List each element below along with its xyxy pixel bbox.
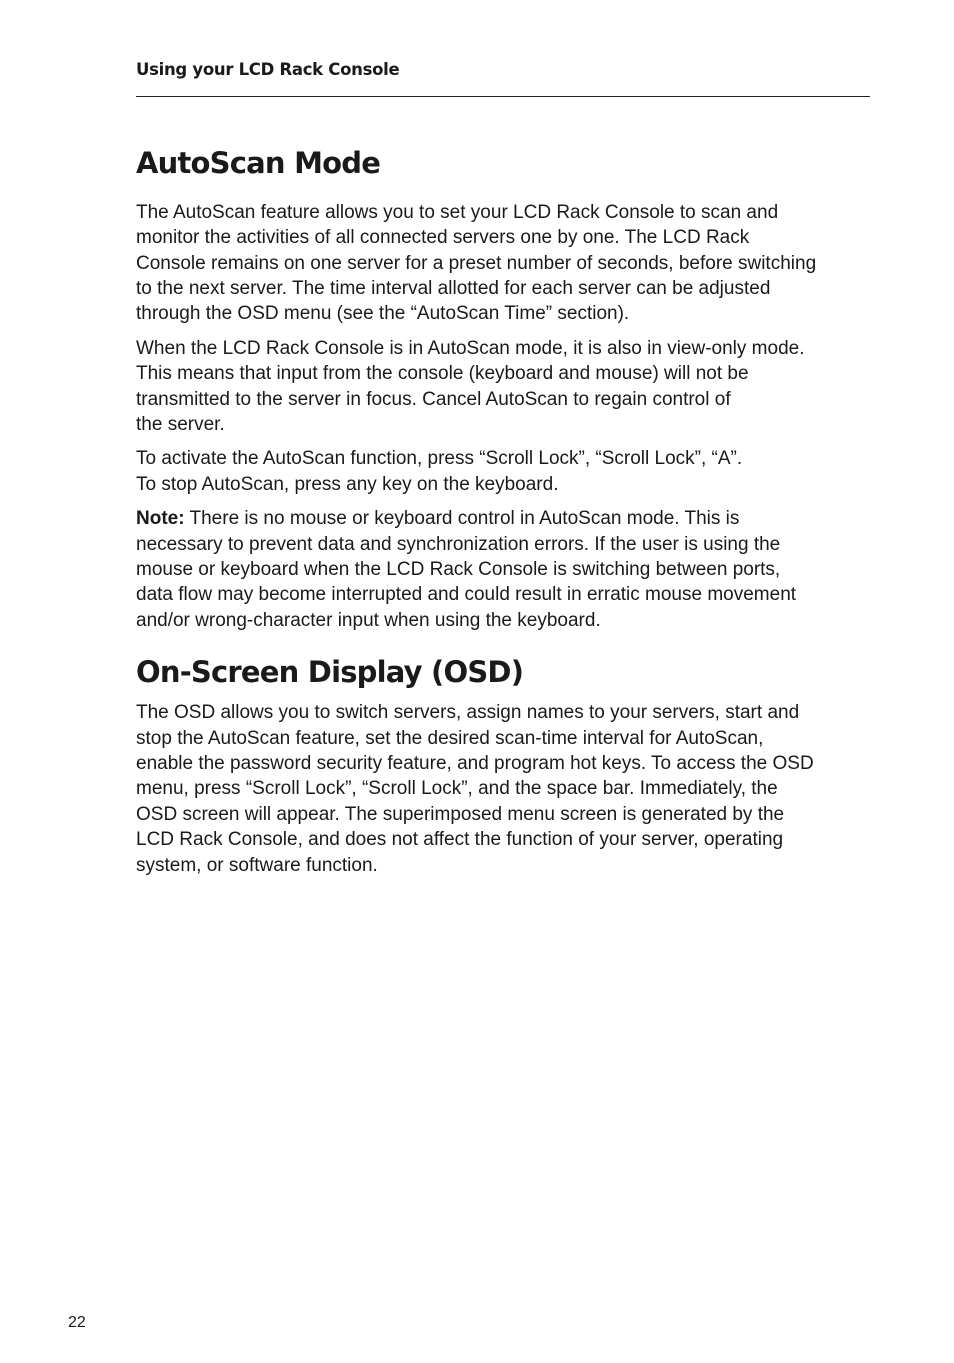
text-line: LCD Rack Console, and does not affect the function of your server, operating [136, 829, 784, 851]
text-line: The AutoScan feature allows you to set your LCD Rack Console to scan and [136, 201, 779, 223]
text-line: and/or wrong-character input when using the keyboard. [136, 609, 601, 631]
autoscan-heading: AutoScan Mode [136, 146, 381, 180]
text-line: When the LCD Rack Console is in AutoScan mode, it is also in view-only mode. [136, 337, 805, 359]
text-line: transmitted to the server in focus. Cancel AutoScan to regain control of [136, 388, 731, 410]
text-line: to the next server. The time interval allotted for each server can be adjusted [136, 278, 771, 300]
text-line: The OSD allows you to switch servers, assign names to your servers, start and [136, 702, 800, 724]
text-line: stop the AutoScan feature, set the desired scan-time interval for AutoScan, [136, 727, 764, 749]
autoscan-note [136, 506, 872, 633]
text-line: OSD screen will appear. The superimposed menu screen is generated by the [136, 803, 785, 825]
text-line: system, or software function. [136, 854, 378, 876]
autoscan-paragraph-3 [136, 446, 872, 497]
text-line: To stop AutoScan, press any key on the keyboard. [136, 473, 559, 495]
text-line [136, 506, 872, 531]
text-line: enable the password security feature, and program hot keys. To access the OSD [136, 752, 814, 774]
note-text: There is no mouse or keyboard control in AutoScan mode. This is [184, 508, 740, 530]
osd-heading: On-Screen Display (OSD) [136, 655, 524, 690]
text-line: monitor the activities of all connected servers one by one. The LCD Rack [136, 227, 750, 249]
text-line: the server. [136, 414, 225, 436]
text-line: To activate the AutoScan function, press “Scroll Lock”, “Scroll Lock”, “A”. [136, 448, 743, 470]
osd-paragraph-1 [136, 700, 872, 878]
note-label: Note: [136, 508, 185, 530]
text-line: mouse or keyboard when the LCD Rack Console is switching between ports, [136, 559, 781, 581]
text-line: data flow may become interrupted and could result in erratic mouse movement [136, 584, 797, 606]
text-line: through the OSD menu (see the “AutoScan Time” section). [136, 303, 630, 325]
autoscan-paragraph-2 [136, 336, 872, 438]
running-header [136, 58, 870, 97]
page-content [136, 146, 872, 887]
page-number: 22 [68, 1314, 86, 1331]
text-line: This means that input from the console (keyboard and mouse) will not be [136, 363, 749, 385]
text-line: Console remains on one server for a preset number of seconds, before switching [136, 252, 817, 274]
running-header-title: Using your LCD Rack Console [136, 60, 400, 79]
text-line: necessary to prevent data and synchronization errors. If the user is using the [136, 533, 781, 555]
text-line: menu, press “Scroll Lock”, “Scroll Lock”, and the space bar. Immediately, the [136, 778, 778, 800]
autoscan-paragraph-1 [136, 200, 872, 327]
